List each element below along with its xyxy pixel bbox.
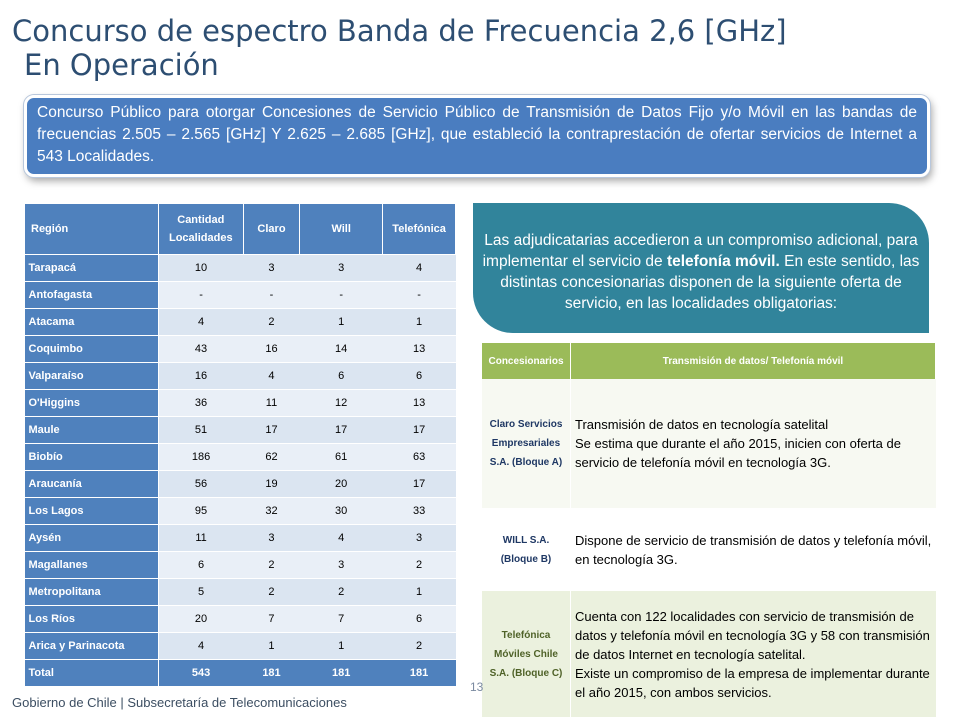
table-row bbox=[25, 552, 456, 579]
header-cantidad: Cantidad Localidades bbox=[158, 204, 243, 255]
concesionario-description-line: Transmisión de datos en tecnología satelital bbox=[575, 417, 829, 432]
concesionarios-table-header bbox=[482, 343, 936, 379]
concesionario-name bbox=[482, 591, 571, 718]
region-value: 63 bbox=[383, 444, 456, 471]
header-telefonica: Telefónica bbox=[383, 204, 456, 255]
concesionario-description bbox=[571, 379, 936, 509]
region-value: 4 bbox=[158, 633, 243, 660]
concesionario-description bbox=[571, 509, 936, 591]
region-value: 2 bbox=[383, 552, 456, 579]
region-value: 7 bbox=[243, 606, 299, 633]
concesionario-description-line: Se estima que durante el año 2015, inicien con oferta de servicio de telefonía móvil en tecnología 3G. bbox=[575, 436, 901, 470]
region-value: 17 bbox=[300, 417, 383, 444]
region-value: 2 bbox=[383, 633, 456, 660]
region-table-body bbox=[25, 255, 456, 687]
region-name: Aysén bbox=[25, 525, 159, 552]
region-value: 16 bbox=[158, 363, 243, 390]
total-value: 543 bbox=[158, 660, 243, 687]
region-value: 10 bbox=[158, 255, 243, 282]
region-value: 17 bbox=[383, 417, 456, 444]
region-value: 3 bbox=[243, 255, 299, 282]
region-value: 6 bbox=[383, 606, 456, 633]
concesionario-name bbox=[482, 379, 571, 509]
concesionario-name-line: S.A. (Bloque A) bbox=[489, 457, 563, 468]
region-name: O'Higgins bbox=[25, 390, 159, 417]
header-transmision: Transmisión de datos/ Telefonía móvil bbox=[571, 343, 936, 379]
region-value: 1 bbox=[300, 309, 383, 336]
concesionario-name-line: Claro Servicios bbox=[489, 419, 563, 430]
table-row bbox=[25, 390, 456, 417]
region-name: Tarapacá bbox=[25, 255, 159, 282]
total-label: Total bbox=[25, 660, 159, 687]
concesionario-name-line: S.A. (Bloque C) bbox=[489, 667, 563, 679]
region-value: 1 bbox=[300, 633, 383, 660]
region-value: 17 bbox=[383, 471, 456, 498]
region-value: 56 bbox=[158, 471, 243, 498]
region-value: 2 bbox=[243, 579, 299, 606]
title-line-1: Concurso de espectro Banda de Frecuencia 2,6 [GHz] bbox=[12, 14, 787, 48]
concesionario-name-line: (Bloque B) bbox=[500, 553, 552, 565]
page-number: 13 bbox=[470, 680, 484, 694]
total-value: 181 bbox=[383, 660, 456, 687]
region-value: 30 bbox=[300, 498, 383, 525]
region-value: 95 bbox=[158, 498, 243, 525]
region-value: 4 bbox=[158, 309, 243, 336]
table-row bbox=[25, 633, 456, 660]
region-value: 186 bbox=[158, 444, 243, 471]
region-name: Coquimbo bbox=[25, 336, 159, 363]
region-value: 51 bbox=[158, 417, 243, 444]
total-value: 181 bbox=[300, 660, 383, 687]
region-value: 13 bbox=[383, 390, 456, 417]
concesionario-description-line: Dispone de servicio de transmisión de datos y telefonía móvil, en tecnología 3G. bbox=[575, 532, 932, 567]
region-value: 36 bbox=[158, 390, 243, 417]
table-row bbox=[25, 444, 456, 471]
region-value: 14 bbox=[300, 336, 383, 363]
region-value: 33 bbox=[383, 498, 456, 525]
region-value: 16 bbox=[243, 336, 299, 363]
region-value: 1 bbox=[383, 579, 456, 606]
table-row bbox=[25, 525, 456, 552]
region-name: Los Lagos bbox=[25, 498, 159, 525]
region-table bbox=[24, 203, 456, 687]
concesionario-name-line: WILL S.A. bbox=[502, 534, 550, 546]
title-line-2: En Operación bbox=[24, 48, 219, 82]
total-value: 181 bbox=[243, 660, 299, 687]
region-value: 17 bbox=[243, 417, 299, 444]
concesionario-name-line: Móviles Chile bbox=[494, 648, 558, 660]
region-value: 3 bbox=[300, 255, 383, 282]
region-value: 7 bbox=[300, 606, 383, 633]
region-value: 1 bbox=[243, 633, 299, 660]
table-row bbox=[25, 309, 456, 336]
concesionario-name-line: Empresariales bbox=[491, 438, 561, 449]
region-value: - bbox=[383, 282, 456, 309]
intro-callout: Concurso Público para otorgar Concesiones de Servicio Público de Transmisión de Datos Fijo y/o Móvil en las bandas de frecuencias 2.505 – 2.565 [GHz] Y 2.625 – 2.685 [GHz], que estableció la contraprestación de ofertar servicios de Internet a 543 Localidades. bbox=[24, 95, 930, 177]
table-row bbox=[25, 579, 456, 606]
region-value: 61 bbox=[300, 444, 383, 471]
header-will: Will bbox=[300, 204, 383, 255]
concesionario-name-line: Telefónica bbox=[501, 629, 551, 641]
concesionario-row bbox=[482, 591, 936, 718]
region-value: 32 bbox=[243, 498, 299, 525]
region-value: 20 bbox=[300, 471, 383, 498]
region-name: Magallanes bbox=[25, 552, 159, 579]
concesionario-description bbox=[571, 591, 936, 718]
header-claro: Claro bbox=[243, 204, 299, 255]
region-value: 4 bbox=[383, 255, 456, 282]
footer: Gobierno de Chile | Subsecretaría de Telecomunicaciones bbox=[12, 695, 347, 710]
region-name: Arica y Parinacota bbox=[25, 633, 159, 660]
table-row bbox=[25, 255, 456, 282]
table-row bbox=[25, 498, 456, 525]
region-value: 12 bbox=[300, 390, 383, 417]
table-row bbox=[25, 282, 456, 309]
region-value: - bbox=[300, 282, 383, 309]
region-value: 13 bbox=[383, 336, 456, 363]
note-text-start: Las adjudicatarias accedieron a un compromiso adicional, para implementar el servicio de bbox=[482, 232, 918, 270]
region-value: 2 bbox=[243, 309, 299, 336]
header-region: Región bbox=[25, 204, 159, 255]
region-value: 4 bbox=[243, 363, 299, 390]
region-name: Metropolitana bbox=[25, 579, 159, 606]
concesionario-description-line: Existe un compromiso de la empresa de implementar durante el año 2015, con ambos servicios. bbox=[575, 665, 930, 700]
region-name: Biobío bbox=[25, 444, 159, 471]
note-text-bold: telefonía móvil. bbox=[666, 253, 780, 270]
region-value: 3 bbox=[383, 525, 456, 552]
region-value: 1 bbox=[383, 309, 456, 336]
total-row bbox=[25, 660, 456, 687]
concesionario-row bbox=[482, 509, 936, 591]
region-name: Los Ríos bbox=[25, 606, 159, 633]
region-value: 43 bbox=[158, 336, 243, 363]
commitment-callout bbox=[473, 203, 929, 333]
region-value: 6 bbox=[300, 363, 383, 390]
table-row bbox=[25, 417, 456, 444]
concesionarios-table bbox=[482, 343, 936, 718]
table-row bbox=[25, 606, 456, 633]
table-row bbox=[25, 471, 456, 498]
region-value: 5 bbox=[158, 579, 243, 606]
region-name: Araucanía bbox=[25, 471, 159, 498]
table-row bbox=[25, 336, 456, 363]
region-value: 62 bbox=[243, 444, 299, 471]
region-value: 20 bbox=[158, 606, 243, 633]
note-text-end: En este sentido, las distintas concesionarias disponen de la siguiente oferta de servicio, en las localidades obligatorias: bbox=[500, 253, 920, 312]
region-value: - bbox=[158, 282, 243, 309]
region-value: - bbox=[243, 282, 299, 309]
region-table-header bbox=[25, 204, 456, 255]
region-value: 11 bbox=[243, 390, 299, 417]
region-value: 6 bbox=[383, 363, 456, 390]
region-value: 6 bbox=[158, 552, 243, 579]
table-row bbox=[25, 363, 456, 390]
region-value: 2 bbox=[300, 579, 383, 606]
concesionario-name bbox=[482, 509, 571, 591]
region-value: 4 bbox=[300, 525, 383, 552]
concesionarios-table-body bbox=[482, 379, 936, 718]
region-value: 3 bbox=[243, 525, 299, 552]
region-value: 11 bbox=[158, 525, 243, 552]
region-name: Maule bbox=[25, 417, 159, 444]
page-title bbox=[12, 14, 787, 82]
region-value: 19 bbox=[243, 471, 299, 498]
region-value: 3 bbox=[300, 552, 383, 579]
concesionario-row bbox=[482, 379, 936, 509]
concesionario-description-line: Cuenta con 122 localidades con servicio de transmisión de datos y telefonía móvil en tecnología 3G y 58 con transmisión de datos Internet en tecnología satelital. bbox=[575, 608, 930, 662]
region-name: Antofagasta bbox=[25, 282, 159, 309]
header-concesionarios: Concesionarios bbox=[482, 343, 571, 379]
region-value: 2 bbox=[243, 552, 299, 579]
region-name: Valparaíso bbox=[25, 363, 159, 390]
region-name: Atacama bbox=[25, 309, 159, 336]
